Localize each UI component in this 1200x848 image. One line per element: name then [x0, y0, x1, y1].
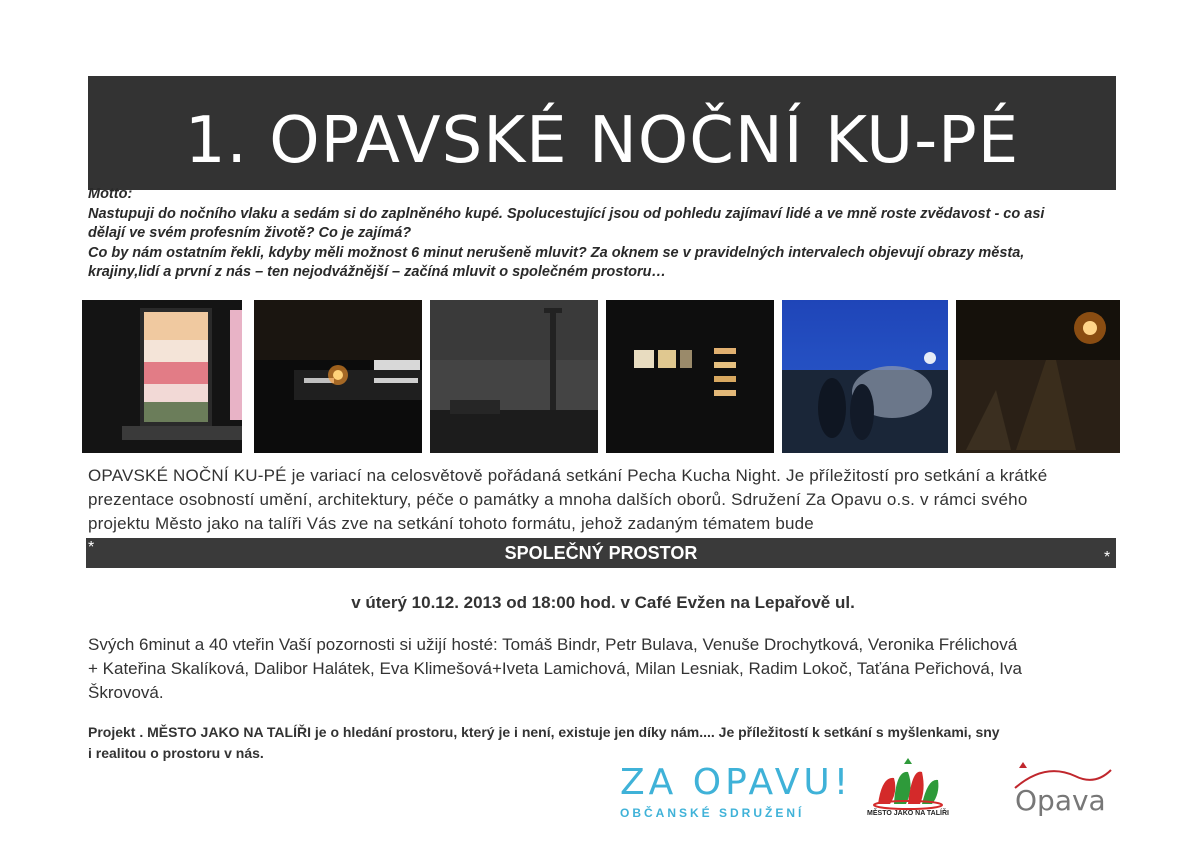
- mesto-logo-text: MĚSTO JAKO NA TALÍŘI: [867, 810, 949, 817]
- motto-block: [88, 185, 1118, 283]
- intro-line: prezentace osobností umění, architektury, péče o památky a mnoha dalších oborů. Sdružení Za Opavu o.s. v rámci svého: [88, 490, 1028, 509]
- project-paragraph: [88, 722, 1118, 764]
- guests-line: + Kateřina Skalíková, Dalibor Halátek, Eva Klimešová+Iveta Lamichová, Milan Lesniak, Radim Lokoč, Taťána Peřichová, Iva: [88, 659, 1022, 678]
- title-band: [88, 76, 1116, 190]
- window-night-photo: [82, 300, 242, 453]
- motto-line: krajiny,lidí a první z nás – ten nejodvážnější – začíná mluvit o společném prostoru…: [88, 264, 667, 280]
- intro-line: OPAVSKÉ NOČNÍ KU-PÉ je variací na celosvětově pořádaná setkání Pecha Kucha Night. Je příležitostí pro setkání a krátké: [88, 466, 1048, 485]
- za-opavu-logo-subtitle: OBČANSKÉ SDRUŽENÍ: [620, 806, 805, 820]
- opava-city-logo: [1005, 760, 1115, 828]
- project-line: Projekt . MĚSTO JAKO NA TALÍŘI je o hledání prostoru, který je i není, existuje jen díky nám.... Je příležitostí k setkání s myšlenkami, sny: [88, 724, 1000, 740]
- project-line: i realitou o prostoru v nás.: [88, 745, 264, 761]
- blue-evening-crowd-photo: [782, 300, 948, 453]
- motto-line: Co by nám ostatním řekli, kdyby měli možnost 6 minut nerušeně mluvit? Za oknem se v pravidelných intervalech objevují obrazy města,: [88, 244, 1025, 261]
- guests-line: Škrovová.: [88, 683, 164, 702]
- motto-label: Motto:: [88, 186, 133, 202]
- chimney-dusk-photo: [430, 300, 598, 453]
- topic-heading: SPOLEČNÝ PROSTOR: [504, 543, 698, 563]
- intro-line: projektu Město jako na talíři Vás zve na setkání tohoto formátu, jehož zadaným tématem bude: [88, 514, 814, 533]
- guests-paragraph: [88, 633, 1118, 705]
- guests-line: Svých 6minut a 40 vteřin Vaší pozornosti si užijí hosté: Tomáš Bindr, Petr Bulava, Venuše Drochytková, Veronika Frélichová: [88, 635, 1018, 654]
- motto-line: Nastupuji do nočního vlaku a sedám si do zaplněného kupé. Spolucestující jsou od pohledu zajímaví lidé a ve mně roste zvědavost - co asi: [88, 205, 1045, 222]
- intro-paragraph: [88, 464, 1118, 536]
- topic-band: [86, 538, 1116, 568]
- star-mark-right: *: [1104, 549, 1111, 566]
- lit-windows-photo: [606, 300, 774, 453]
- mesto-jako-na-taliri-logo: [860, 758, 956, 828]
- plate-figures-icon: [860, 758, 956, 810]
- opava-logo-text: Opava: [1015, 784, 1106, 817]
- factory-lamp-photo: [254, 300, 422, 453]
- event-date-venue: v úterý 10.12. 2013 od 18:00 hod. v Café Evžen na Lepařově ul.: [351, 593, 855, 612]
- poster-title: 1. OPAVSKÉ NOČNÍ KU-PÉ: [184, 104, 1020, 178]
- star-mark-left: *: [88, 539, 95, 556]
- photo-strip: [82, 300, 1120, 453]
- za-opavu-logo: [612, 762, 853, 828]
- motto-line: dělají ve svém profesním životě? Co je zajímá?: [88, 225, 412, 241]
- za-opavu-logo-text: ZA OPAVU!: [620, 762, 853, 803]
- streetlamp-tree-photo: [956, 300, 1120, 453]
